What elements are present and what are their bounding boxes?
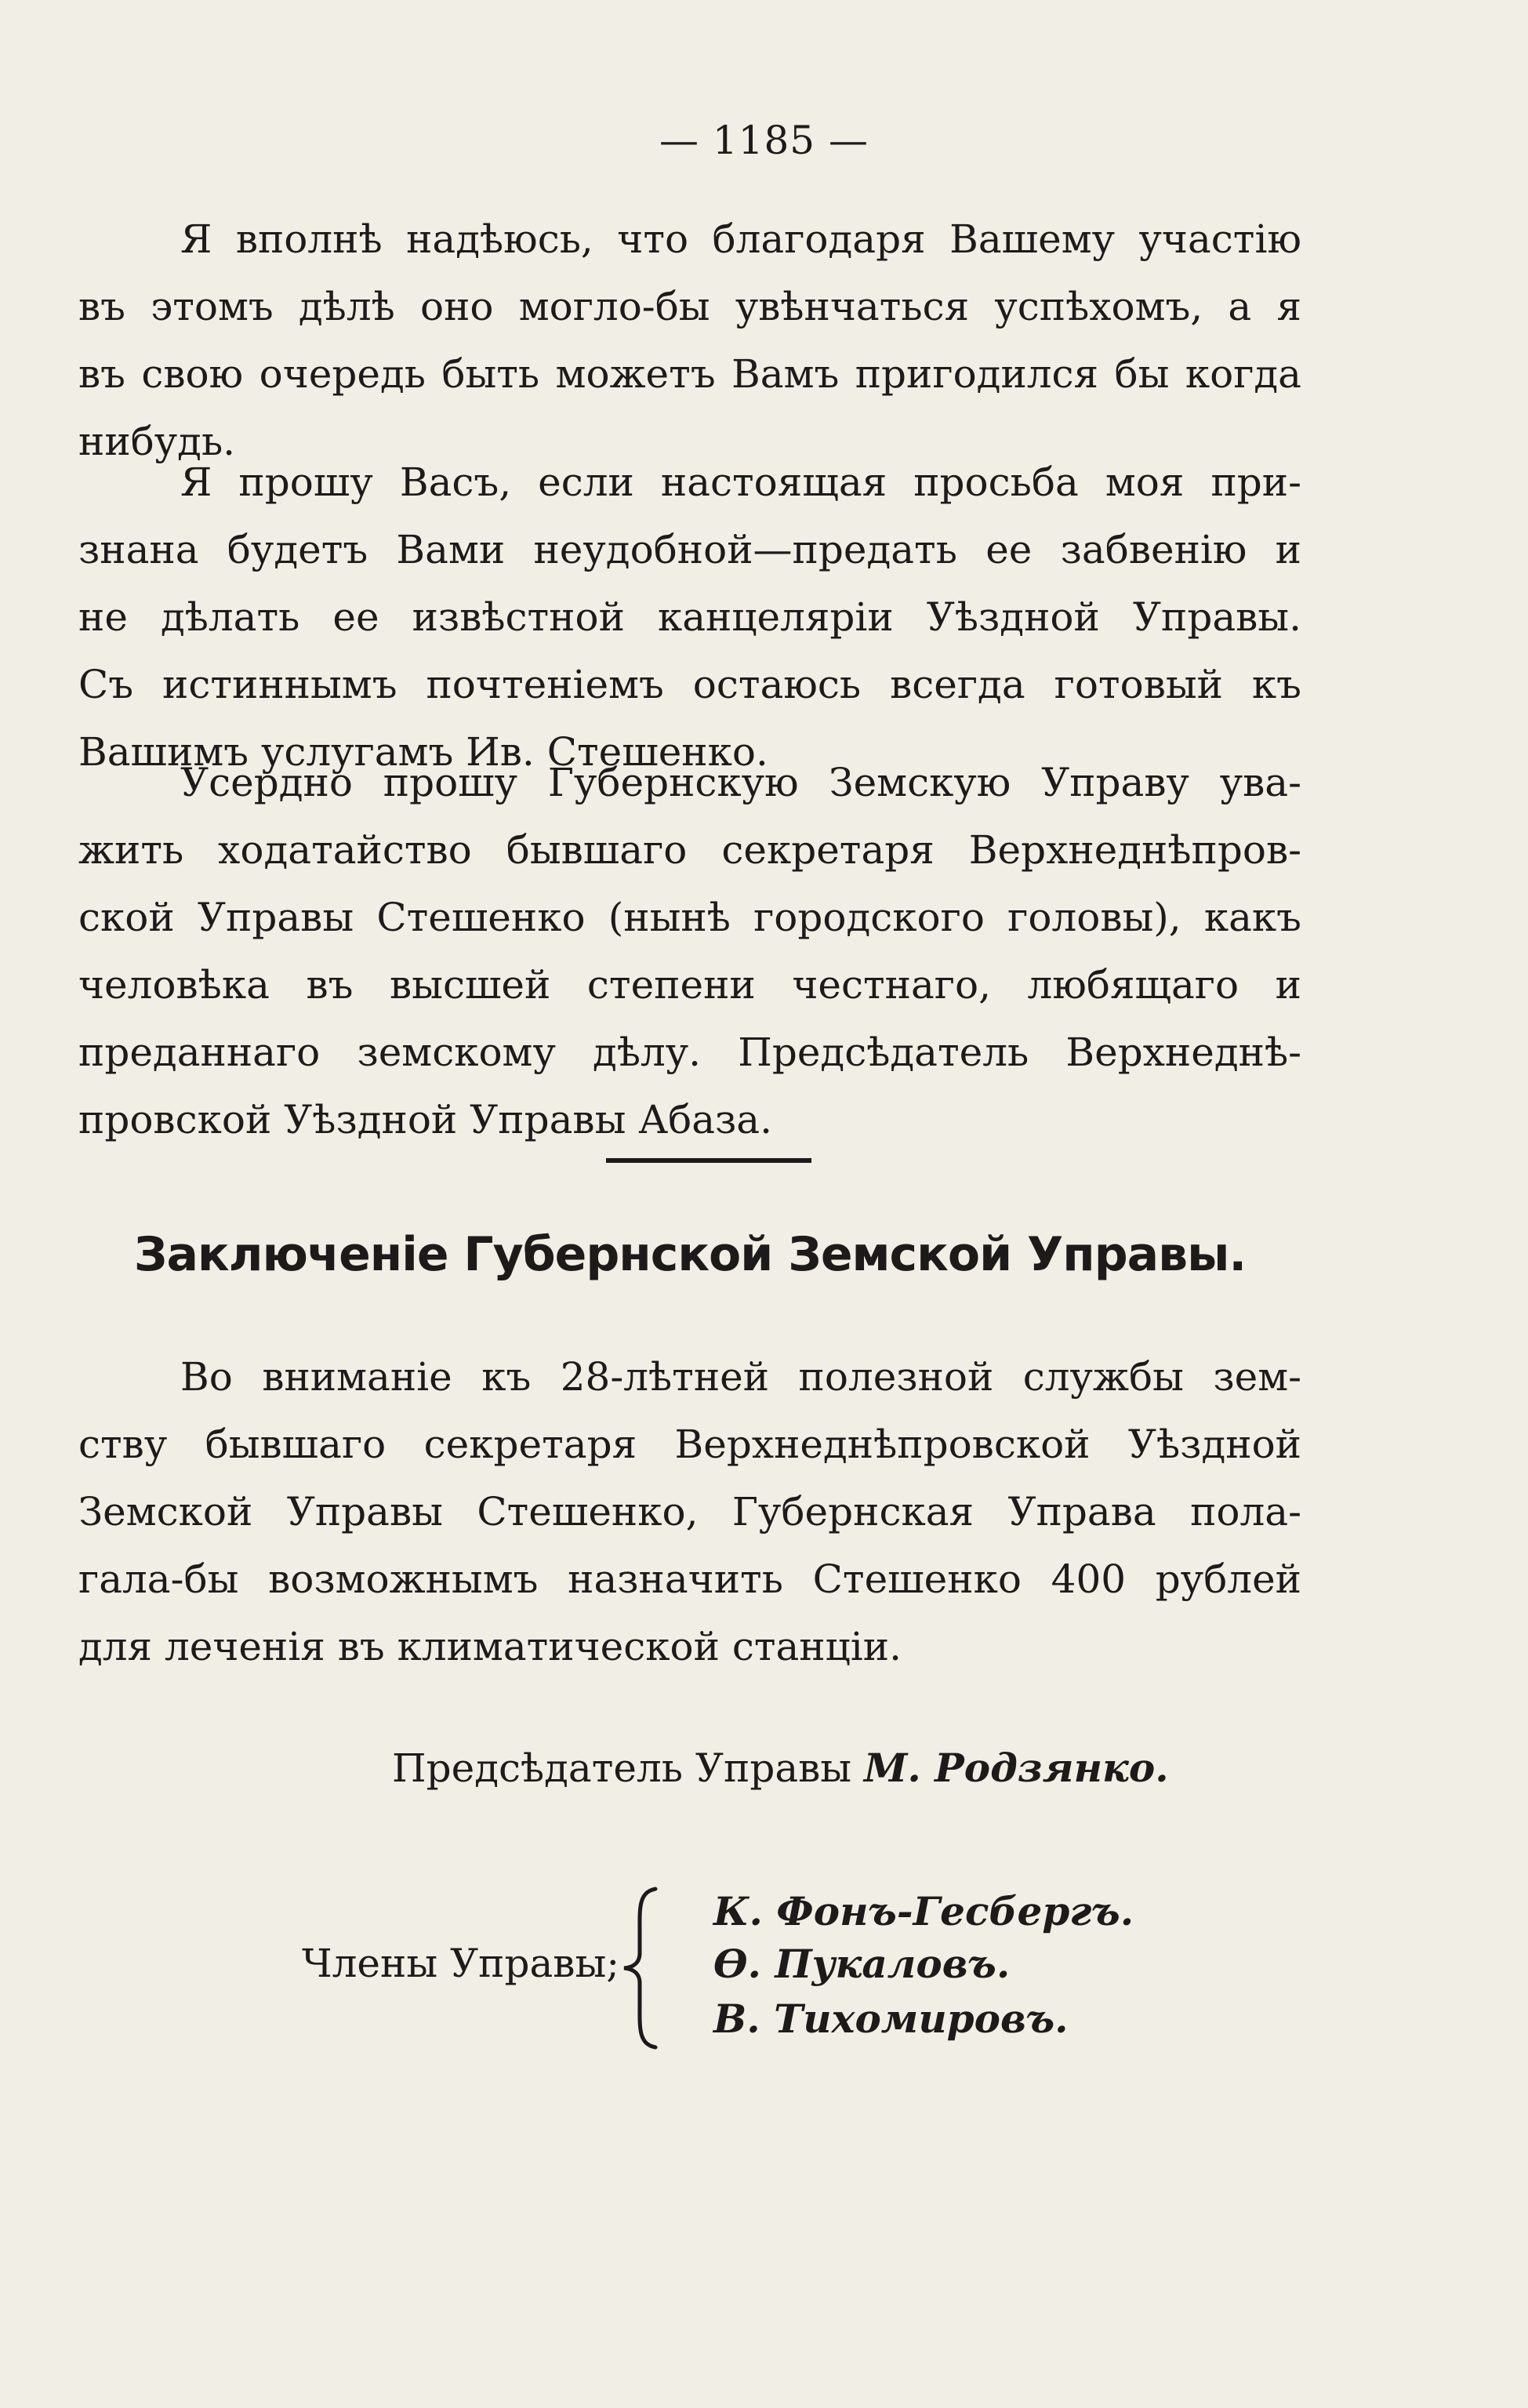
paragraph-2 <box>78 449 1301 786</box>
section-divider <box>606 1158 811 1163</box>
text-line: Во вниманіе къ 28-лѣтней полезной службы зем- <box>180 1354 1301 1400</box>
text-line: человѣка въ высшей степени честнаго, любящаго и <box>78 962 1301 1008</box>
text-line: Съ истиннымъ почтеніемъ остаюсь всегда готовый къ <box>78 662 1301 707</box>
text-line: ству бывшаго секретаря Верхнеднѣпровской Уѣздной <box>78 1422 1301 1467</box>
text-line: Вашимъ услугамъ Ив. Стешенко. <box>78 729 768 775</box>
text-line: для леченія въ климатической станціи. <box>78 1624 902 1669</box>
text-line: Усердно прошу Губернскую Земскую Управу ува- <box>180 760 1301 805</box>
text-line: гала-бы возможнымъ назначить Стешенко 400 рублей <box>78 1556 1301 1602</box>
text-line: Я вполнѣ надѣюсь, что благодаря Вашему участію <box>180 216 1301 262</box>
member-name: К. Фонъ-Гесбергъ. <box>713 1888 1134 1934</box>
text-line: въ этомъ дѣлѣ оно могло-бы увѣнчаться успѣхомъ, а я <box>78 284 1301 329</box>
text-line: Я прошу Васъ, если настоящая просьба моя при- <box>180 459 1301 505</box>
page-number: — 1185 — <box>659 118 869 163</box>
text-line: не дѣлать ее извѣстной канцеляріи Уѣздной Управы. <box>78 594 1301 640</box>
text-line: знана будетъ Вами неудобной—предать ее забвенію и <box>78 527 1301 572</box>
text-line: преданнаго земскому дѣлу. Предсѣдатель Верхнеднѣ- <box>78 1030 1301 1075</box>
text-line: провской Уѣздной Управы Абаза. <box>78 1097 773 1142</box>
chairman-name: М. Родзянко. <box>864 1745 1169 1791</box>
paragraph-3 <box>78 749 1301 1153</box>
member-name: Ѳ. Пукаловъ. <box>713 1941 1011 1987</box>
text-line: нибудь. <box>78 419 236 464</box>
chairman-label: Предсѣдатель Управы <box>392 1745 852 1791</box>
curly-brace-icon <box>619 1886 666 2050</box>
section-heading: Заключеніе Губернской Земской Управы. <box>133 1227 1247 1282</box>
conclusion-paragraph <box>78 1343 1301 1680</box>
chairman-signature <box>392 1745 1169 1791</box>
members-label: Члены Управы; <box>302 1941 620 1986</box>
member-name: В. Тихомировъ. <box>713 1996 1069 2042</box>
text-line: Земской Управы Стешенко, Губернская Управа пола- <box>78 1489 1301 1535</box>
text-line: въ свою очередь быть можетъ Вамъ пригодился бы когда <box>78 351 1301 397</box>
text-line: жить ходатайство бывшаго секретаря Верхнеднѣпров- <box>78 827 1301 873</box>
paragraph-1 <box>78 205 1301 475</box>
text-line: ской Управы Стешенко (нынѣ городского головы), какъ <box>78 895 1301 940</box>
